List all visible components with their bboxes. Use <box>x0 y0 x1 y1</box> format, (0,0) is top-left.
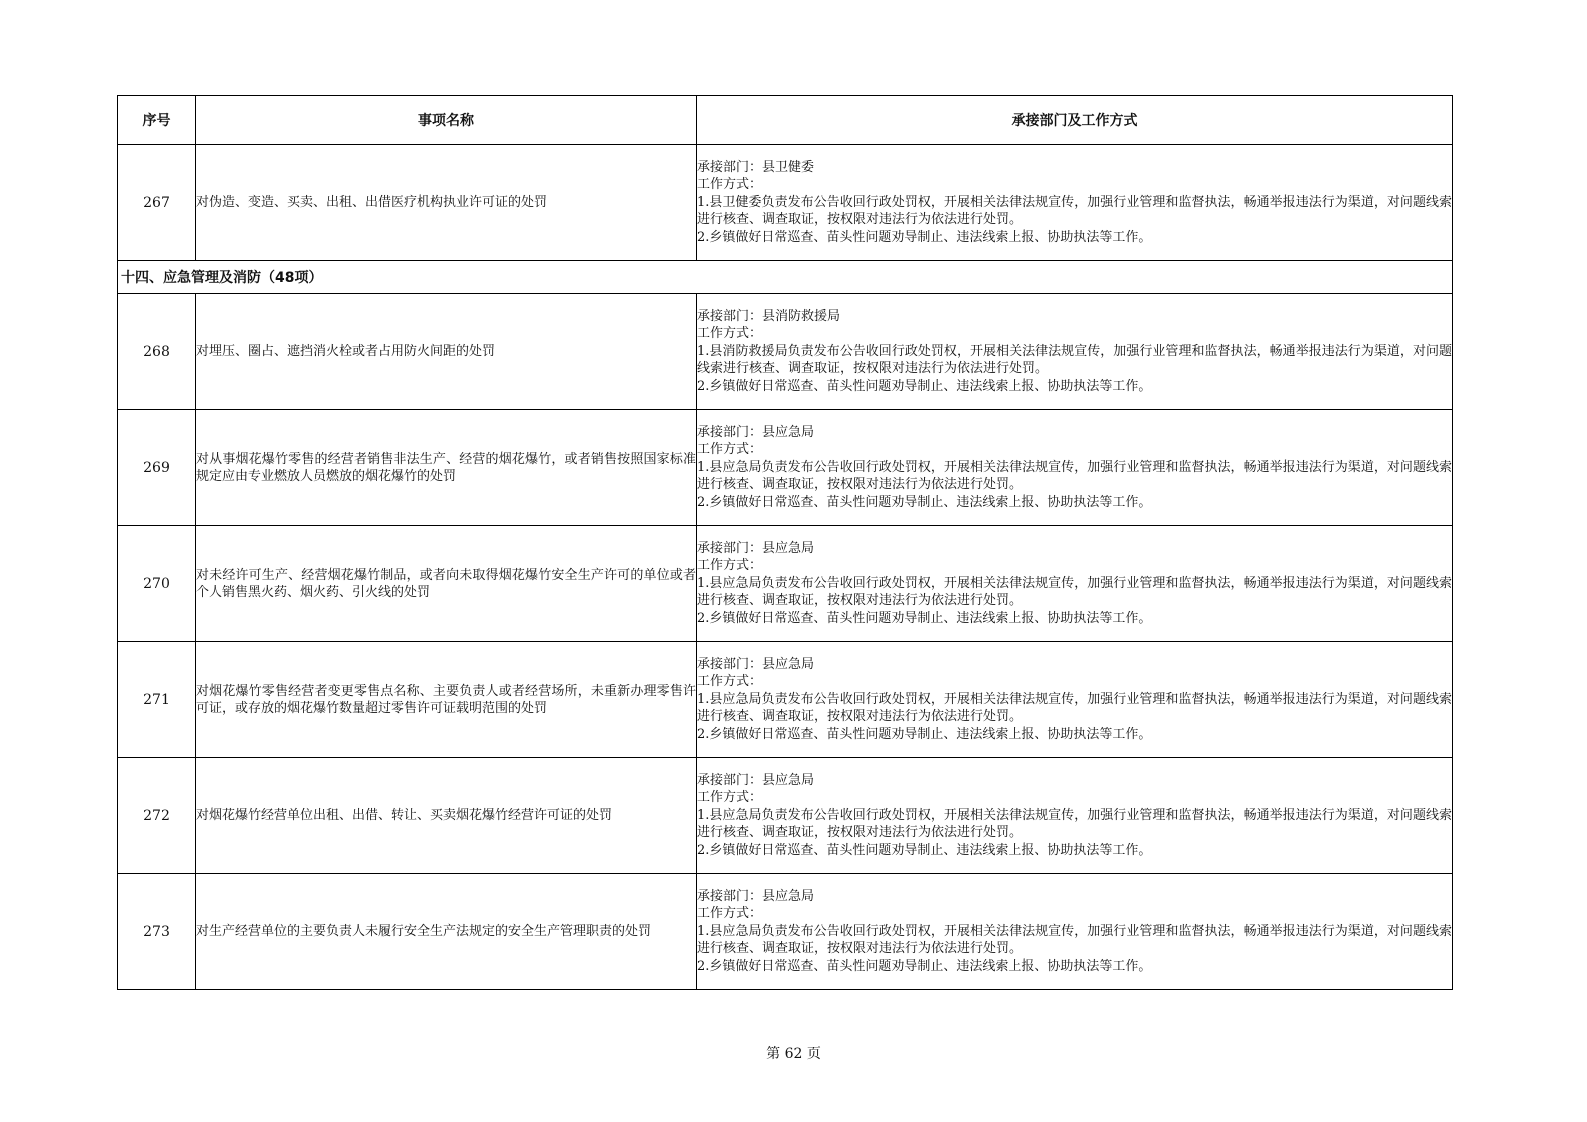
section-title: 十四、应急管理及消防（48项） <box>118 261 1453 294</box>
row-number: 273 <box>118 874 196 990</box>
item1-line: 1.县应急局负责发布公告收回行政处罚权，开展相关法律法规宣传，加强行业管理和监督执法，畅通举报违法行为渠道，对问题线索进行核查、调查取证，按权限对违法行为依法进行处罚。 <box>697 807 1452 841</box>
table-row <box>118 294 1453 410</box>
row-dept <box>697 410 1453 526</box>
row-dept <box>697 758 1453 874</box>
row-number: 271 <box>118 642 196 758</box>
row-number: 270 <box>118 526 196 642</box>
matters-table <box>117 95 1453 990</box>
row-name: 对伪造、变造、买卖、出租、出借医疗机构执业许可证的处罚 <box>196 145 697 261</box>
row-number: 268 <box>118 294 196 410</box>
table-row <box>118 642 1453 758</box>
item2-line: 2.乡镇做好日常巡查、苗头性问题劝导制止、违法线索上报、协助执法等工作。 <box>697 842 1152 858</box>
header-dept: 承接部门及工作方式 <box>697 96 1453 145</box>
item1-line: 1.县卫健委负责发布公告收回行政处罚权，开展相关法律法规宣传，加强行业管理和监督执法，畅通举报违法行为渠道，对问题线索进行核查、调查取证，按权限对违法行为依法进行处罚。 <box>697 194 1452 228</box>
row-dept <box>697 874 1453 990</box>
dept-line: 承接部门：县应急局 <box>697 424 815 440</box>
mode-line: 工作方式： <box>697 558 763 574</box>
row-name: 对生产经营单位的主要负责人未履行安全生产法规定的安全生产管理职责的处罚 <box>196 874 697 990</box>
mode-line: 工作方式： <box>697 674 763 690</box>
dept-line: 承接部门：县应急局 <box>697 656 815 672</box>
row-dept <box>697 294 1453 410</box>
item2-line: 2.乡镇做好日常巡查、苗头性问题劝导制止、违法线索上报、协助执法等工作。 <box>697 378 1152 394</box>
row-number: 267 <box>118 145 196 261</box>
dept-line: 承接部门：县卫健委 <box>697 159 815 175</box>
page-number: 第 62 页 <box>766 1046 821 1062</box>
header-row <box>118 96 1453 145</box>
table-row <box>118 758 1453 874</box>
row-name: 对烟花爆竹零售经营者变更零售点名称、主要负责人或者经营场所，未重新办理零售许可证，或存放的烟花爆竹数量超过零售许可证载明范围的处罚 <box>196 642 697 758</box>
mode-line: 工作方式： <box>697 177 763 193</box>
dept-line: 承接部门：县应急局 <box>697 772 815 788</box>
table-row <box>118 526 1453 642</box>
row-dept <box>697 642 1453 758</box>
item1-line: 1.县应急局负责发布公告收回行政处罚权，开展相关法律法规宣传，加强行业管理和监督执法，畅通举报违法行为渠道，对问题线索进行核查、调查取证，按权限对违法行为依法进行处罚。 <box>697 575 1452 609</box>
mode-line: 工作方式： <box>697 790 763 806</box>
item2-line: 2.乡镇做好日常巡查、苗头性问题劝导制止、违法线索上报、协助执法等工作。 <box>697 494 1152 510</box>
table-row <box>118 410 1453 526</box>
mode-line: 工作方式： <box>697 906 763 922</box>
item2-line: 2.乡镇做好日常巡查、苗头性问题劝导制止、违法线索上报、协助执法等工作。 <box>697 726 1152 742</box>
item1-line: 1.县应急局负责发布公告收回行政处罚权，开展相关法律法规宣传，加强行业管理和监督执法，畅通举报违法行为渠道，对问题线索进行核查、调查取证，按权限对违法行为依法进行处罚。 <box>697 923 1452 957</box>
item2-line: 2.乡镇做好日常巡查、苗头性问题劝导制止、违法线索上报、协助执法等工作。 <box>697 229 1152 245</box>
row-name: 对埋压、圈占、遮挡消火栓或者占用防火间距的处罚 <box>196 294 697 410</box>
dept-line: 承接部门：县应急局 <box>697 540 815 556</box>
row-dept <box>697 145 1453 261</box>
table-row <box>118 145 1453 261</box>
item1-line: 1.县消防救援局负责发布公告收回行政处罚权，开展相关法律法规宣传，加强行业管理和监督执法，畅通举报违法行为渠道，对问题线索进行核查、调查取证，按权限对违法行为依法进行处罚。 <box>697 343 1452 377</box>
header-no: 序号 <box>118 96 196 145</box>
item2-line: 2.乡镇做好日常巡查、苗头性问题劝导制止、违法线索上报、协助执法等工作。 <box>697 610 1152 626</box>
row-dept <box>697 526 1453 642</box>
dept-line: 承接部门：县应急局 <box>697 888 815 904</box>
item1-line: 1.县应急局负责发布公告收回行政处罚权，开展相关法律法规宣传，加强行业管理和监督执法，畅通举报违法行为渠道，对问题线索进行核查、调查取证，按权限对违法行为依法进行处罚。 <box>697 691 1452 725</box>
table-row <box>118 874 1453 990</box>
item2-line: 2.乡镇做好日常巡查、苗头性问题劝导制止、违法线索上报、协助执法等工作。 <box>697 958 1152 974</box>
row-name: 对从事烟花爆竹零售的经营者销售非法生产、经营的烟花爆竹，或者销售按照国家标准规定应由专业燃放人员燃放的烟花爆竹的处罚 <box>196 410 697 526</box>
header-name: 事项名称 <box>196 96 697 145</box>
row-number: 269 <box>118 410 196 526</box>
row-number: 272 <box>118 758 196 874</box>
mode-line: 工作方式： <box>697 442 763 458</box>
row-name: 对烟花爆竹经营单位出租、出借、转让、买卖烟花爆竹经营许可证的处罚 <box>196 758 697 874</box>
item1-line: 1.县应急局负责发布公告收回行政处罚权，开展相关法律法规宣传，加强行业管理和监督执法，畅通举报违法行为渠道，对问题线索进行核查、调查取证，按权限对违法行为依法进行处罚。 <box>697 459 1452 493</box>
mode-line: 工作方式： <box>697 326 763 342</box>
dept-line: 承接部门：县消防救援局 <box>697 308 841 324</box>
row-name: 对未经许可生产、经营烟花爆竹制品，或者向未取得烟花爆竹安全生产许可的单位或者个人销售黑火药、烟火药、引火线的处罚 <box>196 526 697 642</box>
section-row <box>118 261 1453 294</box>
